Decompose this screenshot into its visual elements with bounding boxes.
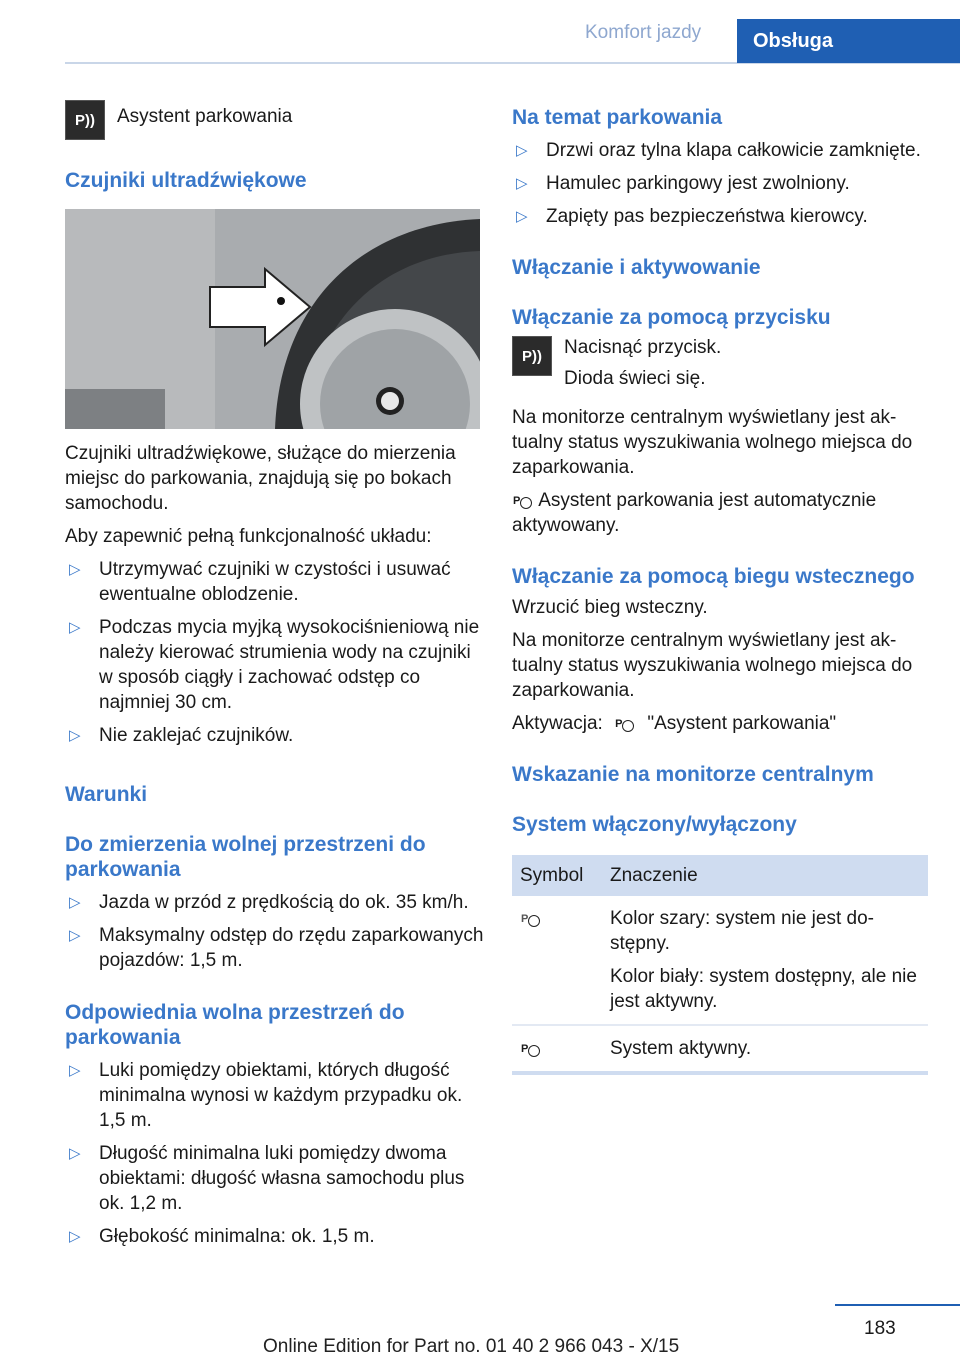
list-item: ▷ Luki pomiędzy obiektami, których długość minimalna wynosi w każdym przypadku ok. 1,5 m.	[69, 1060, 463, 1131]
car-wheel-illustration	[65, 209, 480, 429]
edition-text: Online Edition for Part no. 01 40 2 966 043 - X/15	[263, 1336, 680, 1357]
list-item: ▷ Głębokość minimalna: ok. 1,5 m.	[69, 1226, 375, 1247]
table-row	[512, 1025, 928, 1073]
triangle-bullet-icon: ▷	[69, 894, 81, 911]
symbol-table	[512, 855, 928, 1075]
triangle-bullet-icon: ▷	[516, 175, 528, 192]
intro-label: Asystent parkowania	[117, 106, 293, 127]
heading-measure: Do zmierzenia wolnej przestrzeni do parkowania	[65, 833, 426, 881]
reverse-text: Wrzucić bieg wsteczny.	[512, 597, 708, 618]
auto-activation-text: Asystent parkowania jest automatycznie aktywowany.	[512, 490, 877, 536]
parking-list	[512, 138, 932, 229]
triangle-bullet-icon: ▷	[69, 619, 81, 636]
footer-rule	[835, 1304, 960, 1306]
table-row	[512, 896, 928, 1025]
header-tab-label: Obsługa	[753, 30, 834, 52]
heading-button: Włączanie za pomocą przycisku	[512, 306, 831, 329]
intro-row	[65, 100, 485, 140]
heading-conditions: Warunki	[65, 783, 148, 806]
list-item: ▷ Zapięty pas bezpieczeństwa kierowcy.	[516, 206, 868, 227]
monitor-text-1: Na monitorze centralnym wyświetlany jest aktualny status wyszukiwania wolnego miejsca do zaparkowania.	[512, 407, 913, 478]
list-item: ▷ Utrzymywać czujniki w czystości i usuwać ewentualne oblodzenie.	[69, 559, 451, 605]
button-instructions	[564, 335, 721, 391]
park-assist-symbol-icon: P	[520, 910, 542, 928]
monitor-text-2: Na monitorze centralnym wyświetlany jest aktualny status wyszukiwania wolnego miejsca do zaparkowania.	[512, 630, 913, 701]
space-list	[65, 1058, 485, 1249]
park-assist-button-icon: P))	[65, 100, 105, 140]
press-button-text: Nacisnąć przycisk.	[564, 337, 722, 358]
led-text: Dioda świeci się.	[564, 368, 706, 389]
col-symbol: Symbol	[512, 855, 602, 896]
function-list	[65, 557, 485, 748]
park-assist-button-icon: P))	[512, 336, 552, 376]
heading-system: System włączony/wyłączony	[512, 813, 797, 836]
list-item: ▷ Jazda w przód z prędkością do ok. 35 km/h.	[69, 892, 469, 913]
function-intro: Aby zapewnić pełną funkcjonalność układu:	[65, 526, 432, 547]
park-assist-active-symbol-icon: P	[520, 1040, 542, 1058]
triangle-bullet-icon: ▷	[516, 208, 528, 225]
list-item: ▷ Długość minimalna luki pomiędzy dwoma obiektami: długość własna samochodu plus ok. 1,2 m.	[69, 1143, 465, 1214]
triangle-bullet-icon: ▷	[69, 1145, 81, 1162]
activation-value: "Asystent parkowania"	[647, 713, 837, 734]
meaning-cell: System aktywny.	[602, 1025, 928, 1073]
activation-label: Aktywacja:	[512, 713, 603, 734]
col-meaning: Znaczenie	[602, 855, 928, 896]
park-assist-symbol-icon: P	[512, 492, 534, 510]
triangle-bullet-icon: ▷	[69, 561, 81, 578]
list-item: ▷ Drzwi oraz tylna klapa całkowicie zamknięte.	[516, 140, 921, 161]
heading-parking: Na temat parkowania	[512, 106, 723, 129]
sensor-photo	[65, 209, 480, 429]
park-assist-symbol-icon: P	[614, 715, 636, 733]
heading-activation: Włączanie i aktywowanie	[512, 256, 761, 279]
activation-row	[512, 711, 932, 736]
list-item: ▷ Maksymalny odstęp do rzędu zaparkowanych pojazdów: 1,5 m.	[69, 925, 484, 971]
sensors-description: Czujniki ultradźwiękowe, służące do mierzenia miejsc do parkowania, znajdują się po bokach samochodu.	[65, 443, 456, 514]
header-tab	[737, 19, 960, 63]
right-column	[512, 100, 932, 1075]
symbol-cell	[512, 1025, 602, 1073]
triangle-bullet-icon: ▷	[69, 727, 81, 744]
list-item: ▷ Hamulec parkingowy jest zwolniony.	[516, 173, 850, 194]
triangle-bullet-icon: ▷	[69, 1062, 81, 1079]
heading-space: Odpowiednia wolna przestrzeń do parkowania	[65, 1001, 405, 1049]
triangle-bullet-icon: ▷	[69, 927, 81, 944]
heading-reverse: Włączanie za pomocą biegu wstecznego	[512, 565, 915, 588]
table-header-row	[512, 855, 928, 896]
symbol-cell	[512, 896, 602, 1025]
page-number: 183	[864, 1318, 896, 1339]
measure-list	[65, 890, 485, 973]
heading-display: Wskazanie na monitorze centralnym	[512, 763, 874, 786]
button-row	[512, 336, 932, 391]
triangle-bullet-icon: ▷	[516, 142, 528, 159]
auto-activation-row	[512, 488, 932, 538]
triangle-bullet-icon: ▷	[69, 1228, 81, 1245]
heading-sensors: Czujniki ultradźwiękowe	[65, 169, 307, 192]
left-column	[65, 100, 485, 1249]
list-item: ▷ Podczas mycia myjką wysokociśnieniową nie należy kierować strumienia wody na czujniki w sposób ciągły i zachować odstęp co najmniej 30 cm.	[69, 617, 480, 713]
list-item: ▷ Nie zaklejać czujników.	[69, 725, 294, 746]
header-section: Komfort jazdy	[585, 22, 702, 43]
meaning-cell: Kolor szary: system nie jest dostępny. Kolor biały: system dostępny, ale nie jest aktywny.	[602, 896, 928, 1025]
